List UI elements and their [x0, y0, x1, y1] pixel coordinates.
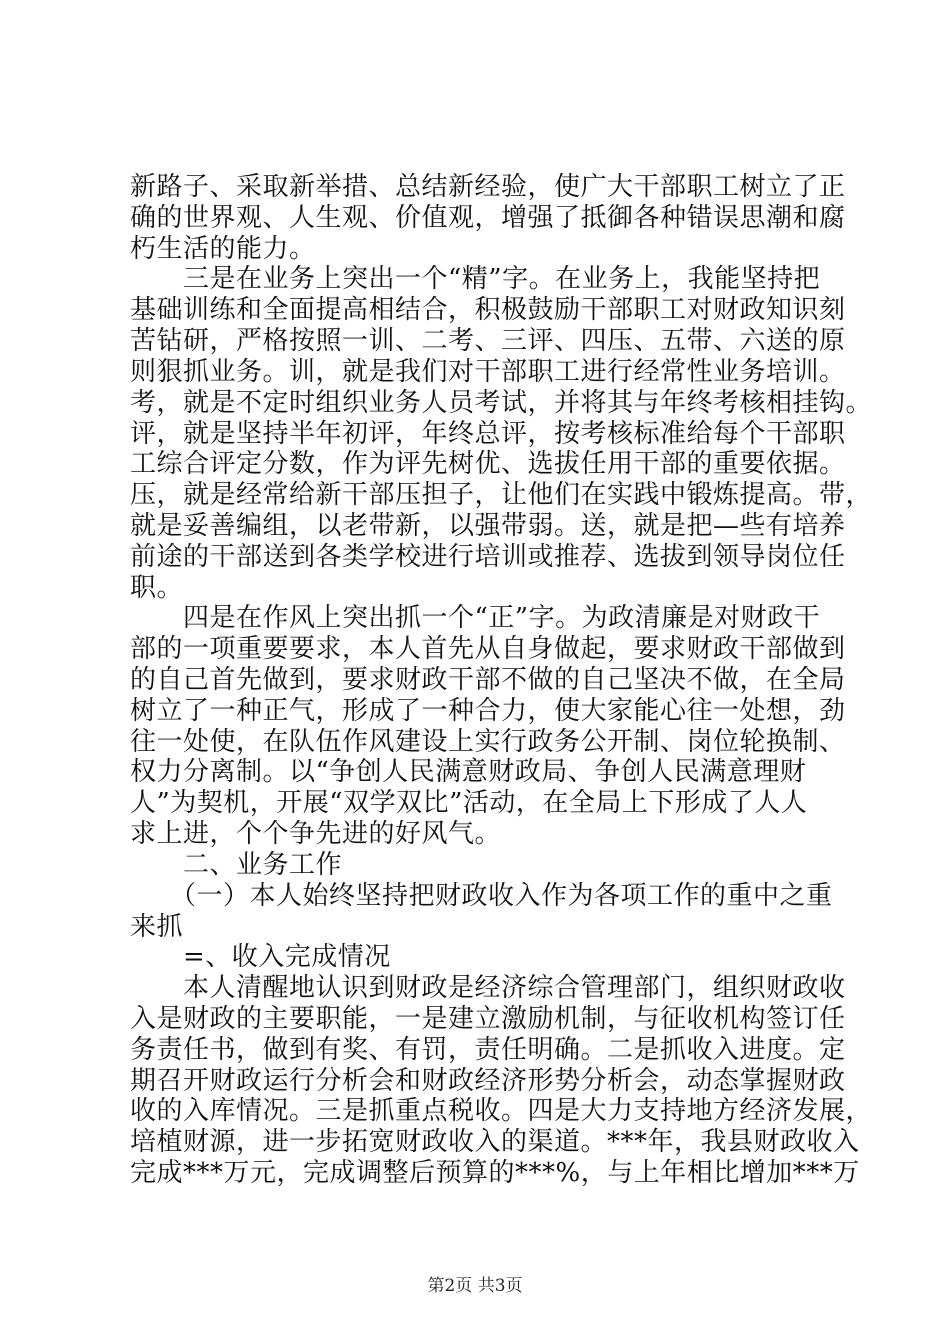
text-line: 来抓: [130, 911, 184, 942]
text-line: 完成***万元，完成调整后预算的***%，与上年相比增加***万: [130, 1158, 860, 1188]
page-number-footer: 第2页 共3页: [427, 1276, 523, 1296]
text-line: 四是在作风上突出抓一个“正”字。为政清廉是对财政干: [130, 603, 821, 634]
section-heading: 二、业务工作: [130, 849, 343, 880]
text-line: 就是妥善编组，以老带新，以强带弱。送，就是把—些有培养: [130, 510, 846, 541]
text-line: 往一处使，在队伍作风建设上实行政务公开制、岗位轮换制、: [130, 726, 846, 757]
text-line: 务责任书，做到有奖、有罚，责任明确。二是抓收入进度。定: [130, 1034, 846, 1065]
text-line: （一）本人始终坚持把财政收入作为各项工作的重中之重: [130, 880, 833, 911]
text-line: 基础训练和全面提高相结合，积极鼓励干部职工对财政知识刻: [130, 295, 846, 326]
text-line: 朽生活的能力。: [130, 233, 316, 264]
text-line: 压，就是经常给新干部压担子，让他们在实践中锻炼提高。带，: [130, 480, 873, 511]
text-line: 考，就是不定时组织业务人员考试，并将其与年终考核相挂钩。: [130, 387, 873, 418]
text-line: 收的入库情况。三是抓重点税收。四是大力支持地方经济发展，: [130, 1096, 873, 1127]
text-line: 权力分离制。以“争创人民满意财政局、争创人民满意理财: [130, 757, 807, 788]
text-line: 前途的干部送到各类学校进行培训或推荐、选拔到领导岗位任: [130, 541, 846, 572]
text-line: 期召开财政运行分析会和财政经济形势分析会，动态掌握财政: [130, 1065, 846, 1096]
text-line: 工综合评定分数，作为评先树优、选拔任用干部的重要依据。: [130, 449, 846, 480]
text-line: 培植财源，进一步拓宽财政收入的渠道。***年，我县财政收入: [130, 1127, 860, 1158]
text-line: 苦钻研，严格按照一训、二考、三评、四压、五带、六送的原: [130, 326, 846, 357]
text-line: 三是在业务上突出一个“精”字。在业务上，我能坚持把: [130, 264, 821, 295]
text-line: 本人清醒地认识到财政是经济综合管理部门，组织财政收: [130, 973, 846, 1004]
text-line: 人”为契机，开展“双学双比”活动，在全局上下形成了人人: [130, 788, 808, 819]
text-line: 确的世界观、人生观、价值观，增强了抵御各种错误思潮和腐: [130, 202, 846, 233]
text-line: 新路子、采取新举措、总结新经验，使广大干部职工树立了正: [130, 172, 846, 202]
text-line: 部的一项重要要求，本人首先从自身做起，要求财政干部做到: [130, 634, 846, 665]
text-line: 则狠抓业务。训，就是我们对干部职工进行经常性业务培训。: [130, 356, 846, 387]
text-line: 的自己首先做到，要求财政干部不做的自己坚决不做，在全局: [130, 665, 846, 695]
text-line: 求上进，个个争先进的好风气。: [130, 819, 502, 850]
text-line: 树立了一种正气，形成了一种合力，使大家能心往一处想，劲: [130, 695, 846, 726]
text-line: 评，就是坚持半年初评，年终总评，按考核标准给每个干部职: [130, 418, 846, 449]
subsection-heading: =、收入完成情况: [130, 942, 391, 973]
text-line: 职。: [130, 572, 184, 603]
text-line: 入是财政的主要职能，一是建立激励机制，与征收机构签订任: [130, 1003, 846, 1034]
